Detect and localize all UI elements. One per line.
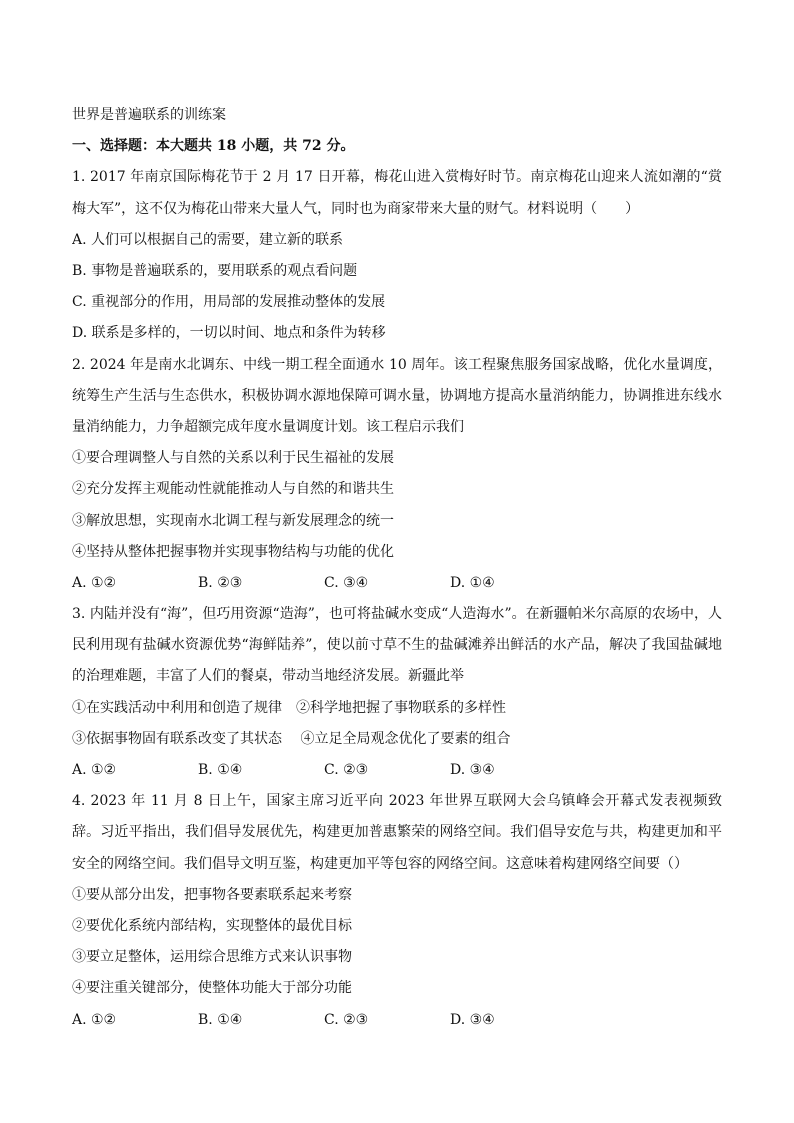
statement-2: ②充分发挥主观能动性就能推动人与自然的和谐共生	[72, 481, 394, 498]
option-c: C. 重视部分的作用，用局部的发展推动整体的发展	[72, 294, 386, 311]
option-d: D. 联系是多样的，一切以时间、地点和条件为转移	[72, 325, 386, 342]
choice-c: C. ③④	[324, 574, 369, 591]
choice-b: B. ②③	[198, 574, 243, 591]
section-heading: 一、选择题：本大题共 18 小题，共 72 分。	[72, 138, 355, 155]
choice-d: D. ③④	[450, 762, 495, 779]
choice-b: B. ①④	[198, 762, 243, 779]
question-1	[72, 162, 722, 349]
question-stem: 4. 2023 年 11 月 8 日上午，国家主席习近平向 2023 年世界互联网大会乌镇峰会开幕式发表视频致辞。习近平指出，我们倡导发展优先，构建更加普惠繁荣的网络空间。我们倡导安危与共，构建更加和平安全的网络空间。我们倡导文明互鉴，构建更加平等包容的网络空间。这意味着构建网络空间要（）	[72, 793, 722, 872]
statement-4: ④要注重关键部分，使整体功能大于部分功能	[72, 980, 352, 997]
question-stem: 2. 2024 年是南水北调东、中线一期工程全面通水 10 周年。该工程聚焦服务国家战略，优化水量调度，统筹生产生活与生态供水，积极协调水源地保障可调水量，协调地方提高水量消纳能力，协调推进东线水量消纳能力，力争超额完成年度水量调度计划。该工程启示我们	[72, 356, 722, 435]
choice-d: D. ①④	[450, 574, 495, 591]
statement-1: ①要合理调整人与自然的关系以利于民生福祉的发展	[72, 450, 394, 467]
choice-a: A. ①②	[72, 1011, 117, 1028]
statement-line-1: ①在实践活动中利用和创造了规律 ②科学地把握了事物联系的多样性	[72, 699, 506, 716]
question-2	[72, 350, 722, 600]
choice-c: C. ②③	[324, 762, 369, 779]
statement-line-2: ③依据事物固有联系改变了其状态 ④立足全局观念优化了要素的组合	[72, 730, 511, 747]
statement-4: ④坚持从整体把握事物并实现事物结构与功能的优化	[72, 543, 394, 560]
question-4	[72, 786, 722, 1036]
answer-choices	[72, 755, 722, 786]
statement-3: ③解放思想，实现南水北调工程与新发展理念的统一	[72, 512, 394, 529]
statement-1: ①要从部分出发，把事物各要素联系起来考察	[72, 886, 352, 903]
doc-title: 世界是普遍联系的训练案	[72, 107, 226, 123]
document-page	[72, 100, 722, 1036]
option-b: B. 事物是普遍联系的，要用联系的观点看问题	[72, 262, 358, 279]
question-stem: 1. 2017 年南京国际梅花节于 2 月 17 日开幕，梅花山进入赏梅好时节。南京梅花山迎来人流如潮的“赏梅大军”，这不仅为梅花山带来大量人气，同时也为商家带来大量的财气。材料说明（ ）	[72, 169, 722, 217]
statement-3: ③要立足整体，运用综合思维方式来认识事物	[72, 949, 352, 966]
question-3	[72, 599, 722, 786]
choice-d: D. ③④	[450, 1011, 495, 1028]
statement-2: ②要优化系统内部结构，实现整体的最优目标	[72, 918, 352, 935]
choice-c: C. ②③	[324, 1011, 369, 1028]
choice-a: A. ①②	[72, 574, 117, 591]
option-a: A. 人们可以根据自己的需要，建立新的联系	[72, 231, 344, 248]
choice-b: B. ①④	[198, 1011, 243, 1028]
answer-choices	[72, 1005, 722, 1036]
choice-a: A. ①②	[72, 762, 117, 779]
question-stem: 3. 内陆并没有“海”，但巧用资源“造海”，也可将盐碱水变成“人造海水”。在新疆帕米尔高原的农场中，人民利用现有盐碱水资源优势“海鲜陆养”，使以前寸草不生的盐碱滩养出鲜活的水产品，解决了我国盐碱地的治理难题，丰富了人们的餐桌，带动当地经济发展。新疆此举	[72, 606, 722, 685]
answer-choices	[72, 568, 722, 599]
